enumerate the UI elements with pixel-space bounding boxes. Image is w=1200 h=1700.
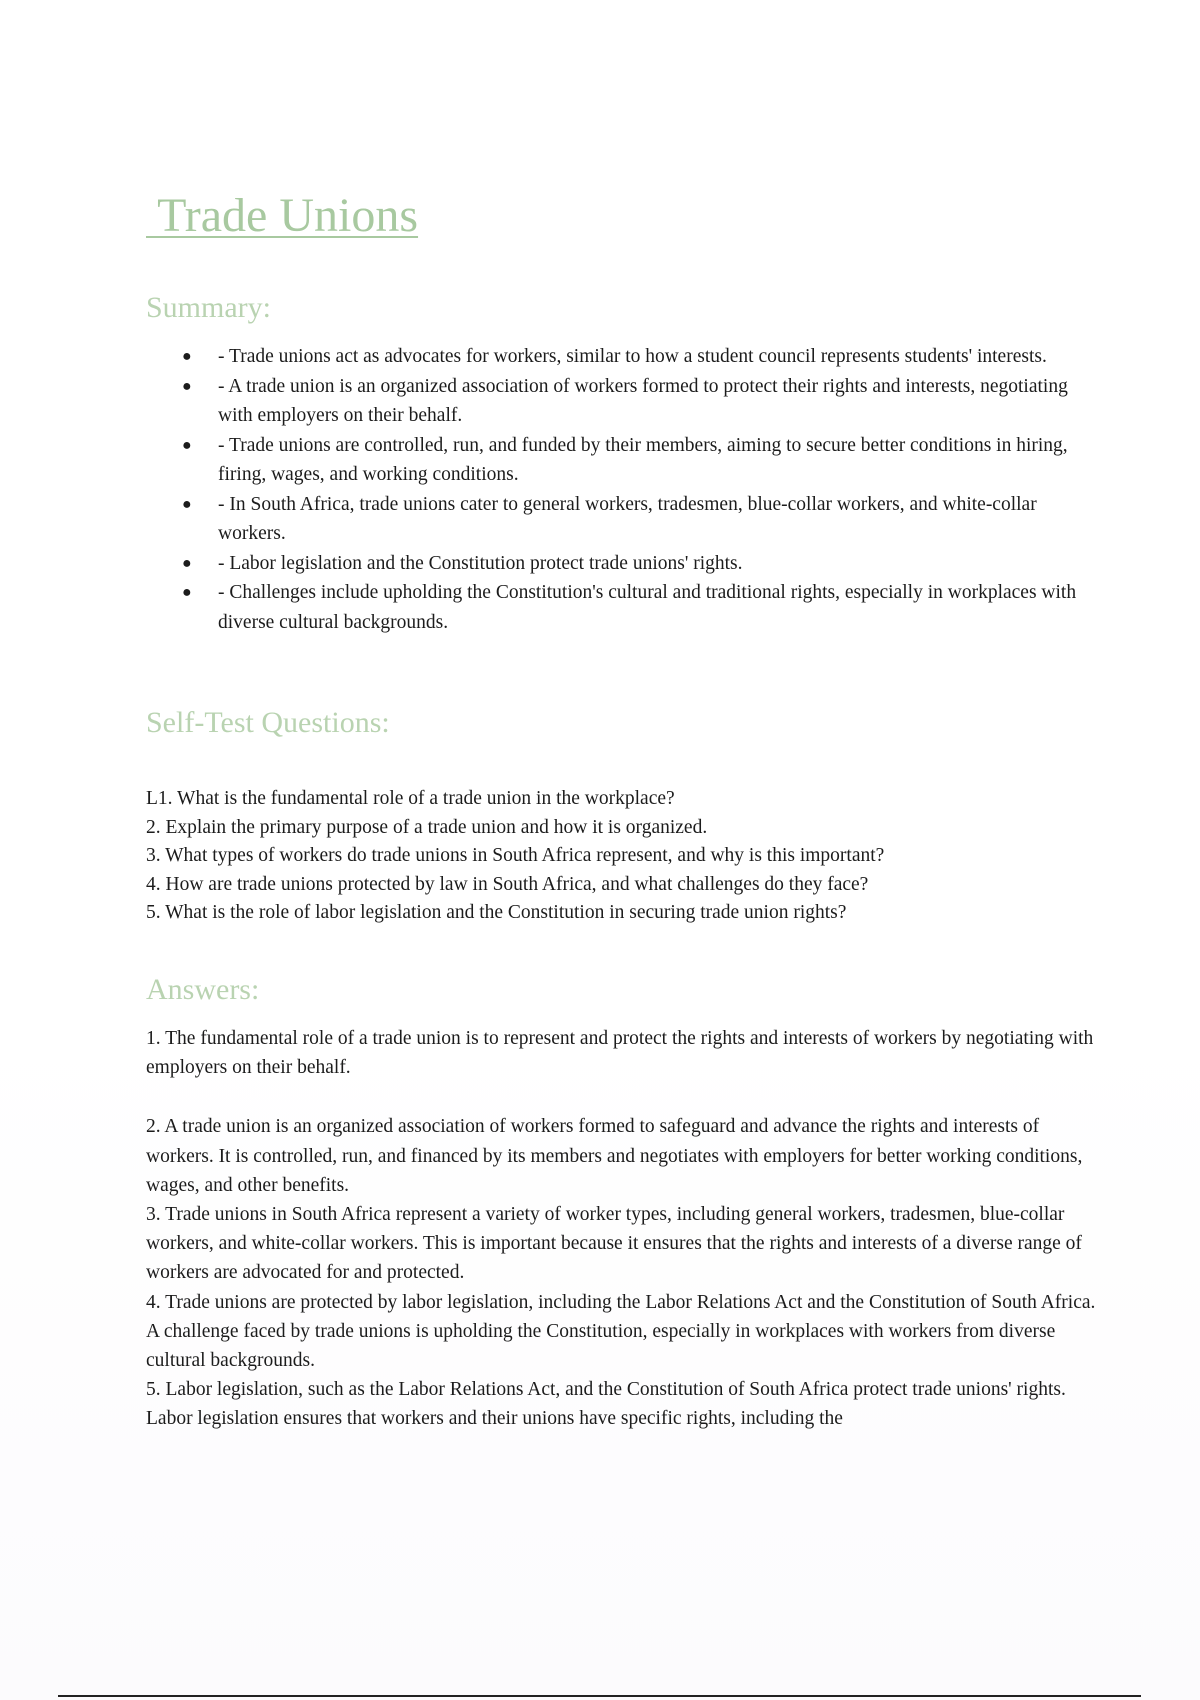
- summary-item-text: - In South Africa, trade unions cater to general workers, tradesmen, blue-collar workers, and white-collar workers.: [218, 493, 1037, 544]
- bullet-icon: ●: [182, 554, 192, 572]
- bullet-icon: ●: [182, 348, 192, 365]
- summary-item: [146, 431, 1096, 490]
- summary-list: [146, 342, 1096, 637]
- answer-paragraph: 1. The fundamental role of a trade union is to represent and protect the rights and interests of workers by negotiating with employers on their behalf.: [146, 1028, 1094, 1079]
- self-test-question-list: [146, 785, 1106, 928]
- summary-item: [146, 578, 1096, 637]
- summary-item-text: - Challenges include upholding the Constitution's cultural and traditional rights, especially in workplaces with diverse cultural backgrounds.: [218, 582, 1077, 633]
- summary-item: [146, 490, 1096, 549]
- answers-heading: Answers:: [146, 973, 260, 1006]
- answer-paragraph: 5. Labor legislation, such as the Labor Relations Act, and the Constitution of South Africa protect trade unions' rights. Labor legislation ensures that workers and their unions have specific rights, including the: [146, 1379, 1066, 1430]
- bullet-icon: ●: [182, 495, 192, 513]
- question-item: L1. What is the fundamental role of a trade union in the workplace?: [146, 788, 675, 809]
- bullet-icon: ●: [182, 584, 192, 601]
- answer-paragraph: 3. Trade unions in South Africa represent a variety of worker types, including general workers, tradesmen, blue-collar workers, and white-collar workers. This is important because it ensures that the rights and interests of a diverse range of workers are advocated for and protected.: [146, 1204, 1082, 1284]
- answer-paragraph: 4. Trade unions are protected by labor legislation, including the Labor Relations Act and the Constitution of South Africa. A challenge faced by trade unions is upholding the Constitution, especially in workplaces with workers from diverse cultural backgrounds.: [146, 1291, 1096, 1372]
- answer-paragraph: 2. A trade union is an organized association of workers formed to safeguard and advance the rights and interests of workers. It is controlled, run, and financed by its members and negotiates with employers for better working conditions, wages, and other benefits.: [146, 1116, 1083, 1196]
- question-item: 5. What is the role of labor legislation and the Constitution in securing trade union rights?: [146, 902, 847, 923]
- document-title: Trade Unions: [146, 189, 419, 242]
- question-item: 2. Explain the primary purpose of a trade union and how it is organized.: [146, 816, 708, 838]
- summary-item-text: - A trade union is an organized association of workers formed to protect their rights and interests, negotiating with employers on their behalf.: [218, 375, 1068, 426]
- summary-item: [146, 372, 1096, 431]
- self-test-heading: Self-Test Questions:: [146, 706, 390, 739]
- summary-item-text: - Trade unions act as advocates for workers, similar to how a student council represents students' interests.: [218, 346, 1047, 367]
- bullet-icon: ●: [182, 377, 192, 395]
- summary-heading: Summary:: [146, 291, 271, 324]
- question-item: 4. How are trade unions protected by law in South Africa, and what challenges do they face?: [146, 873, 869, 895]
- summary-item: [146, 342, 1096, 372]
- question-item: 3. What types of workers do trade unions in South Africa represent, and why is this important?: [146, 845, 885, 866]
- summary-item-text: - Labor legislation and the Constitution protect trade unions' rights.: [218, 552, 743, 574]
- answers-block: [146, 1024, 1096, 1434]
- page-bottom-divider: [58, 1695, 1141, 1697]
- bullet-icon: ●: [182, 436, 192, 454]
- summary-item-text: - Trade unions are controlled, run, and funded by their members, aiming to secure better conditions in hiring, firing, wages, and working conditions.: [218, 434, 1068, 485]
- summary-item: [146, 549, 1096, 579]
